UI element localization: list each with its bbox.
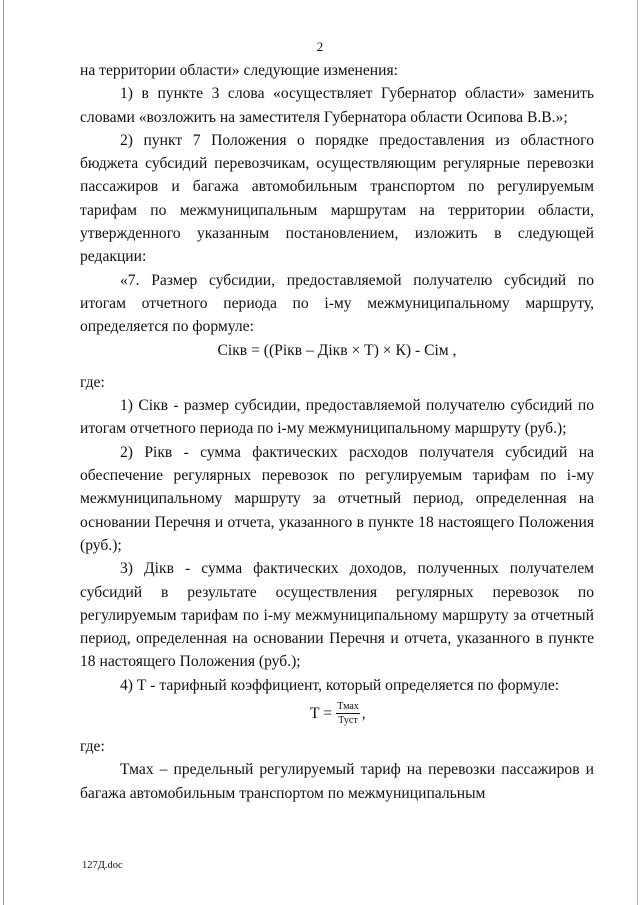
tmax-definition: Тмах – предельный регулируемый тариф на перевозки пассажиров и багажа автомобильным транспортом по межмуниципальным	[80, 761, 594, 802]
formula-t-lhs: Т =	[310, 704, 333, 722]
definition-4: 4) Т - тарифный коэффициент, который определяется по формуле:	[120, 676, 560, 694]
scan-left-edge	[3, 0, 4, 905]
definition-2: 2) Рiкв - сумма фактических расходов получателя субсидий на обеспечение регулярных перевозок по регулируемым тарифам по i-му межмуниципальному маршруту за отчетный период, определенная на основании Перечня и отчета, указанного в пункте 18 настоящего Положения (руб.);	[80, 443, 594, 554]
paragraph-item-1: 1) в пункте 3 слова «осуществляет Губернатор области» заменить словами «возложить на заместителя Губернатора области Осипова В.В.»;	[80, 85, 594, 126]
where-label: где:	[80, 373, 105, 391]
definition-3: 3) Дiкв - сумма фактических доходов, полученных получателем субсидий в результате осуществления регулярных перевозок по регулируемым тарифам по i-му межмуниципальному маршруту за отчетный период, определенная на основании Перечня и отчета, указанного в пункте 18 настоящего Положения (руб.);	[80, 560, 594, 671]
page-number: 2	[316, 39, 324, 54]
formula-t-fraction	[336, 701, 360, 726]
scan-right-edge	[637, 0, 638, 905]
formula-tariff-coefficient	[80, 697, 594, 735]
spacer	[80, 362, 594, 371]
formula-t-trail: ,	[361, 704, 366, 722]
paragraph-continuation: на территории области» следующие изменения:	[80, 62, 398, 79]
footer-filename: 127Д.doc	[82, 860, 123, 871]
formula-t-denominator: Туст	[338, 715, 358, 727]
paragraph-7: «7. Размер субсидии, предоставляемой получателю субсидий по итогам отчетного периода по i-му межмуниципальному маршруту, определяется по формуле:	[80, 271, 594, 336]
definition-1: 1) Сiкв - размер субсидии, предоставляемой получателю субсидий по итогам отчетного периода по i-му межмуниципальному маршруту (руб.);	[80, 397, 594, 438]
formula-t-numerator: Тмах	[337, 701, 359, 713]
where-label-2: где:	[80, 738, 105, 756]
paragraph-item-2: 2) пункт 7 Положения о порядке предоставления из областного бюджета субсидий перевозчикам, осуществляющим регулярные перевозки пассажиров и багажа автомобильным транспортом по регулируемым тарифам по межмуниципальным маршрутам на территории области, утвержденного указанным постановлением, изложить в следующей редакции:	[80, 131, 594, 266]
formula-subsidy: Сiкв = ((Рiкв – Дiкв × Т) × К) - Сiм ,	[217, 341, 457, 359]
document-body	[80, 59, 594, 805]
